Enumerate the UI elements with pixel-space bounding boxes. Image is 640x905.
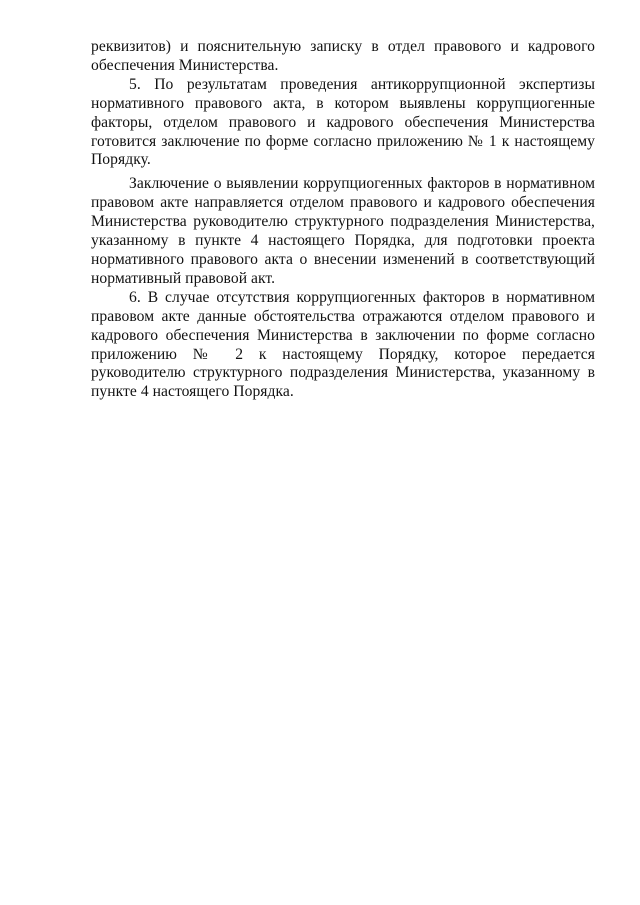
- paragraph-item-5: 5. По результатам проведения антикоррупционной экспертизы нормативного правового акта, в котором выявлены коррупциогенные факторы, отделом правового и кадрового обеспечения Министерства готовится заключение по форме согласно приложению № 1 к настоящему Порядку.: [91, 75, 595, 169]
- document-page: [91, 38, 595, 402]
- paragraph-continuation: реквизитов) и пояснительную записку в отдел правового и кадрового обеспечения Министерства.: [91, 38, 595, 74]
- paragraph-conclusion: Заключение о выявлении коррупциогенных факторов в нормативном правовом акте направляется отделом правового и кадрового обеспечения Министерства руководителю структурного подразделения Министерства, указанному в пункте 4 настоящего Порядка, для подготовки проекта нормативного правового акта о внесении изменений в соответствующий нормативный правовой акт.: [91, 175, 595, 287]
- paragraph-item-6: 6. В случае отсутствия коррупциогенных факторов в нормативном правовом акте данные обстоятельства отражаются отделом правового и кадрового обеспечения Министерства в заключении по форме согласно приложению № 2 к настоящему Порядку, которое передается руководителю структурного подразделения Министерства, указанному в пункте 4 настоящего Порядка.: [91, 288, 595, 401]
